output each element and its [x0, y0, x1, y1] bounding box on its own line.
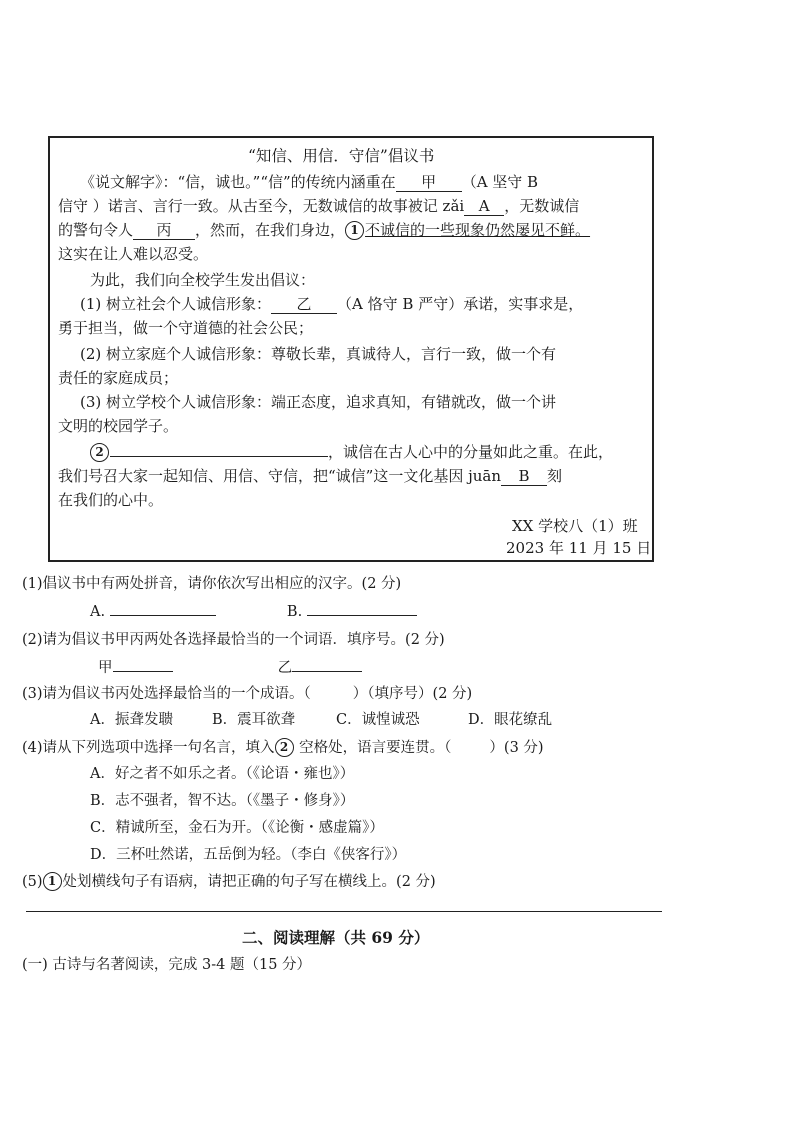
- answer-line[interactable]: [26, 911, 662, 912]
- item-2-line-1: (2) 树立家庭个人诚信形象：尊敬长辈，真诚待人，言行一致，做一个有: [80, 345, 557, 363]
- circled-number-1: 1: [345, 221, 364, 240]
- blank-jia[interactable]: 甲: [396, 174, 462, 192]
- item-1-line-2: 勇于担当，做一个守道德的社会公民；: [58, 319, 314, 337]
- q3-option-b: B．震耳欲聋: [212, 712, 296, 728]
- q2-answers: 甲 乙: [98, 658, 362, 678]
- closing-line-1: 2 ，诚信在古人心中的分量如此之重。在此，: [90, 442, 613, 462]
- blank-bing[interactable]: 丙: [133, 222, 195, 240]
- blank-a[interactable]: A: [464, 198, 504, 216]
- circled-number-2: 2: [275, 738, 294, 757]
- question-5: (5) 1 处划横线句子有语病，请把正确的句子写在横线上。(2 分): [22, 874, 436, 890]
- blank-yi[interactable]: 乙: [271, 296, 337, 314]
- q4-option-c: C．精诚所至，金石为开。（《论衡・感虚篇》）: [90, 820, 384, 836]
- proposal-title: “知信、用信．守信”倡议书: [248, 147, 435, 165]
- question-3: (3)请为倡议书丙处选择最恰当的一个成语。（ ）（填序号）(2 分): [22, 686, 473, 702]
- date: 2023 年 11 月 15 日: [506, 539, 652, 557]
- item-1-line-1: (1) 树立社会个人诚信形象： 乙 （A 恪守 B 严守）承诺，实事求是，: [80, 295, 584, 313]
- circled-number-1: 1: [43, 872, 62, 891]
- q1-answer-b[interactable]: [307, 615, 417, 616]
- underlined-sentence-1: 不诚信的一些现象仍然屡见不鲜。: [365, 221, 591, 239]
- closing-line-3: 在我们的心中。: [58, 491, 164, 509]
- q4-option-b: B．志不强者，智不达。（《墨子・修身》）: [90, 793, 355, 809]
- proposal-line-4: 这实在让人难以忍受。: [58, 245, 209, 263]
- proposal-line-3: 的警句令人 丙 ，然而，在我们身边， 1 不诚信的一些现象仍然屡见不鲜。: [58, 221, 591, 239]
- question-4: (4)请从下列选项中选择一句名言，填入 2 空格处，语言要连贯。（ ）(3 分): [22, 740, 544, 756]
- question-2: (2)请为倡议书甲丙两处各选择最恰当的一个词语．填序号。(2 分): [22, 632, 445, 648]
- q3-option-d: D．眼花缭乱: [468, 712, 553, 728]
- item-3-line-2: 文明的校园学子。: [58, 417, 179, 435]
- circled-number-2: 2: [90, 443, 109, 462]
- q2-answer-yi[interactable]: [292, 671, 362, 672]
- proposal-line-1: 《说文解字》：“信，诚也。”“信”的传统内涵重在 甲 （A 坚守 B: [80, 173, 539, 191]
- question-1: (1)倡议书中有两处拼音，请你依次写出相应的汉字。(2 分): [22, 576, 402, 592]
- closing-line-2: 我们号召大家一起知信、用信、守信，把“诚信”这一文化基因 juān B 刻: [58, 467, 563, 485]
- section-2-title: 二、阅读理解（共 69 分）: [242, 928, 430, 947]
- blank-b[interactable]: B: [501, 468, 547, 486]
- q4-option-a: A．好之者不如乐之者。（《论语・雍也》）: [90, 766, 355, 782]
- item-2-line-2: 责任的家庭成员；: [58, 369, 179, 387]
- q2-answer-jia[interactable]: [113, 671, 173, 672]
- proposal-intro: 为此，我们向全校学生发出倡议：: [90, 271, 316, 289]
- q3-option-c: C．诚惶诚恐: [336, 712, 420, 728]
- blank-quote[interactable]: [110, 456, 328, 457]
- proposal-line-2: 信守 ）诺言、言行一致。从古至今，无数诚信的故事被记 zǎi A ，无数诚信: [58, 197, 580, 215]
- q1-answers: A. B.: [90, 602, 417, 622]
- item-3-line-1: (3) 树立学校个人诚信形象：端正态度，追求真知，有错就改，做一个讲: [80, 393, 557, 411]
- section-2-subtitle: (一) 古诗与名著阅读，完成 3-4 题（15 分）: [22, 957, 312, 973]
- q3-option-a: A．振聋发聩: [90, 712, 173, 728]
- signature: XX 学校八（1）班: [512, 517, 638, 535]
- q1-answer-a[interactable]: [110, 615, 216, 616]
- q4-option-d: D．三杯吐然诺，五岳倒为轻。（李白《侠客行》）: [90, 847, 407, 863]
